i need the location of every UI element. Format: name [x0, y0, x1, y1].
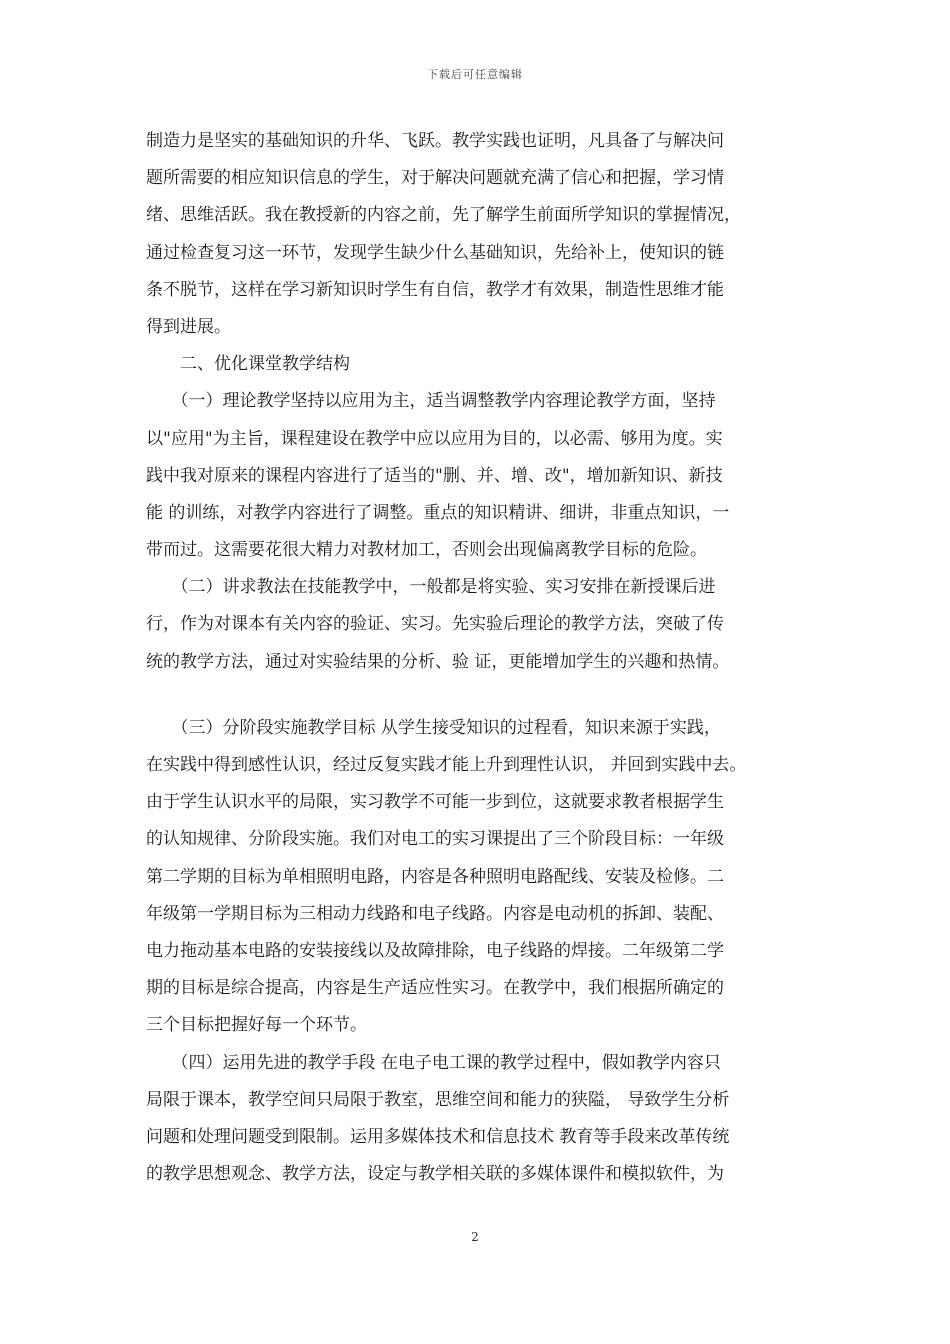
text-line: 通过检查复习这一环节，发现学生缺少什么基础知识，先给补上，使知识的链	[146, 242, 724, 263]
section-heading: 二、优化课堂教学结构	[146, 354, 350, 375]
text-line: 的认知规律、分阶段实施。我们对电工的实习课提出了三个阶段目标：一年级	[146, 829, 724, 850]
text-line: 行，作为对课本有关内容的验证、实习。先实验后理论的教学方法，突破了传	[146, 614, 724, 635]
text-line: 在实践中得到感性认识，经过反复实践才能上升到理性认识， 并回到实践中去。	[146, 755, 747, 775]
text-line: 得到进展。	[146, 316, 231, 337]
page-header-note: 下载后可任意编辑	[427, 68, 523, 81]
text-line: 的教学思想观念、教学方法，设定与教学相关联的多媒体课件和模拟软件，为	[146, 1164, 724, 1185]
text-line: 三个目标把握好每一个环节。	[146, 1015, 367, 1036]
text-line: （一）理论教学坚持以应用为主，适当调整教学内容理论教学方面，坚持	[146, 391, 716, 412]
text-line: 绪、思维活跃。我在教授新的内容之前，先了解学生前面所学知识的掌握情况，	[146, 205, 741, 226]
text-line: 期的目标是综合提高，内容是生产适应性实习。在教学中，我们根据所确定的	[146, 978, 724, 999]
text-line: 第二学期的目标为单相照明电路，内容是各种照明电路配线、安装及检修。二	[146, 866, 724, 887]
text-line: （三）分阶段实施教学目标 从学生接受知识的过程看，知识来源于实践，	[146, 717, 721, 738]
text-line: 局限于课本，教学空间只局限于教室，思维空间和能力的狭隘， 导致学生分析	[146, 1089, 730, 1110]
text-line: 年级第一学期目标为三相动力线路和电子线路。内容是电动机的拆卸、装配、	[146, 903, 724, 924]
page-number: 2	[471, 1230, 479, 1244]
text-line: 带而过。这需要花很大精力对教材加工，否则会出现偏离教学目标的危险。	[146, 540, 707, 561]
text-line: （四）运用先进的教学手段 在电子电工课的教学过程中，假如教学内容只	[146, 1052, 721, 1073]
text-line: 问题和处理问题受到限制。运用多媒体技术和信息技术 教育等手段来改革传统	[146, 1126, 730, 1147]
text-line: 统的教学方法，通过对实验结果的分析、验 证，更能增加学生的兴趣和热情。	[146, 651, 730, 672]
text-line: 制造力是坚实的基础知识的升华、飞跃。教学实践也证明，凡具备了与解决问	[146, 131, 724, 151]
text-line: 以"应用"为主旨，课程建设在教学中应以应用为目的，以必需、够用为度。实	[146, 428, 723, 449]
text-line: 能 的训练，对教学内容进行了调整。重点的知识精讲、细讲，非重点知识，一	[146, 502, 730, 523]
document-body	[146, 123, 818, 1193]
text-line: （二）讲求教法在技能教学中，一般都是将实验、实习安排在新授课后进	[146, 577, 716, 598]
blank-line	[146, 681, 818, 710]
text-line: 条不脱节，这样在学习新知识时学生有自信，教学才有效果，制造性思维才能	[146, 279, 724, 300]
text-line: 电力拖动基本电路的安装接线以及故障排除，电子线路的焊接。二年级第二学	[146, 940, 724, 961]
text-line: 题所需要的相应知识信息的学生，对于解决问题就充满了信心和把握，学习情	[146, 168, 724, 189]
text-line: 践中我对原来的课程内容进行了适当的"删、并、增、改"，增加新知识、新技	[146, 465, 723, 486]
text-line: 由于学生认识水平的局限，实习教学不可能一步到位，这就要求教者根据学生	[146, 792, 724, 813]
